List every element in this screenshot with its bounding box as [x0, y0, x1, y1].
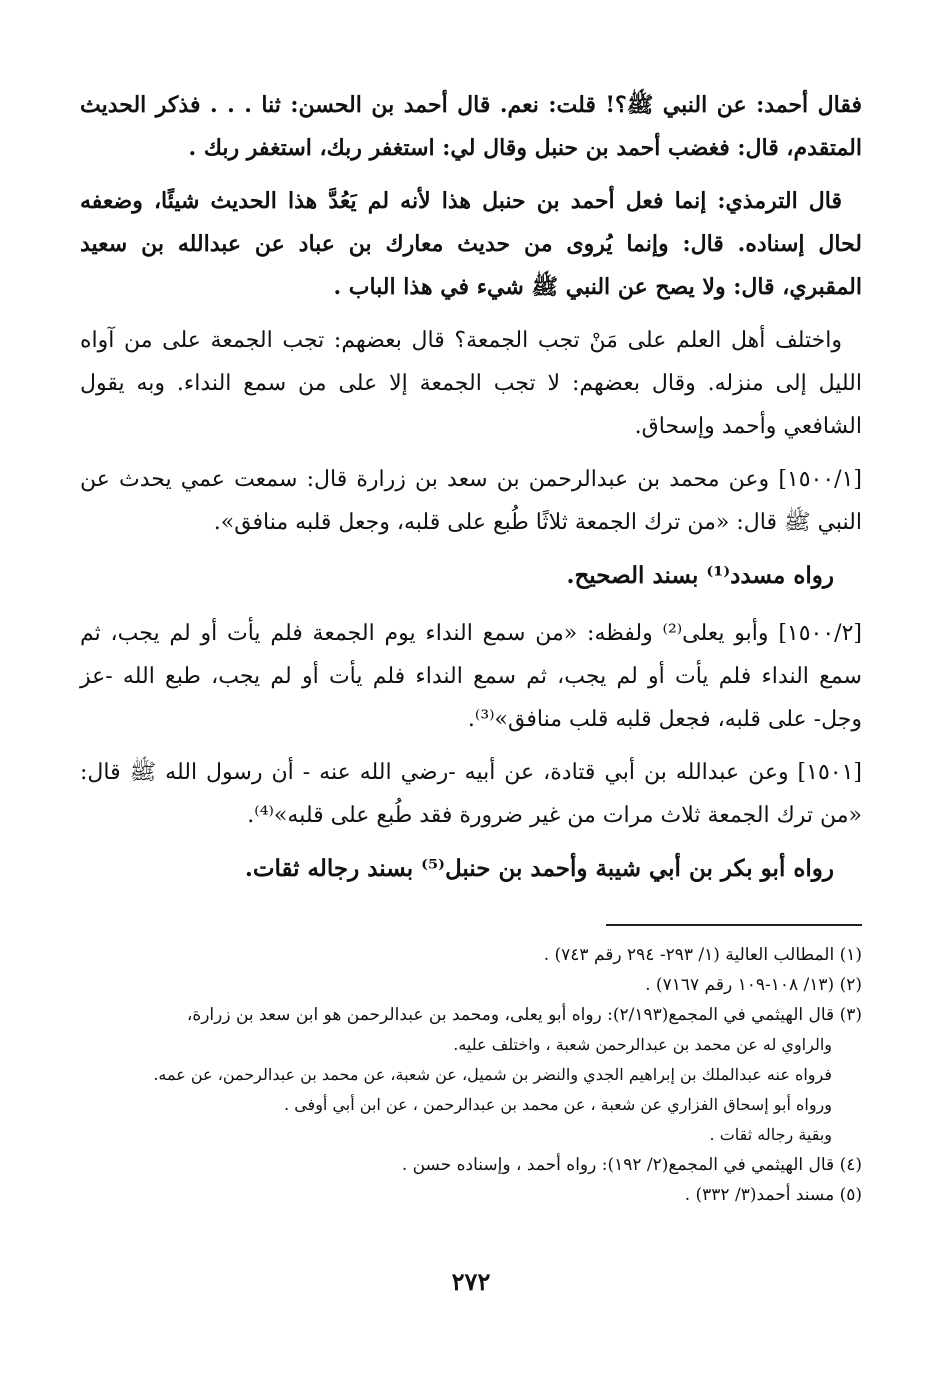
- narration-ibn-abi-shaybah: رواه أبو بكر بن أبي شيبة وأحمد بن حنبل⁽⁵⁾ بسند رجاله ثقات.: [244, 855, 834, 882]
- page-number: ٢٧٢: [451, 1267, 491, 1296]
- paragraph-tirmidhi: قال الترمذي: إنما فعل أحمد بن حنبل هذا لأنه لم يَعُدَّ هذا الحديث شيئًا، وضعفه لحال إسناده. قال: وإنما يُروى من حديث معارك بن عباد عن عبدالله بن سعيد المقبري، قال: ولا يصح عن النبي ﷺ شيء في هذا الباب .: [80, 188, 862, 300]
- footnote-4: (٤) قال الهيثمي في المجمع(٢/ ١٩٢): رواه أحمد ، وإسناده حسن .: [401, 1155, 862, 1175]
- footnote-2: (٢) (١٣/ ١٠٨-١٠٩ رقم ٧١٦٧) .: [645, 975, 862, 995]
- hadith-1501: [١٥٠١] وعن عبدالله بن أبي قتادة، عن أبيه -رضي الله عنه - أن رسول الله ﷺ قال: «من ترك الجمعة ثلاث مرات من غير ضرورة فقد طُبع على قلبه»⁽⁴⁾.: [80, 760, 862, 828]
- hadith-1500-1: [١٥٠٠/١] وعن محمد بن عبدالرحمن بن سعد بن زرارة قال: سمعت عمي يحدث عن النبي ﷺ قال: «من ترك الجمعة ثلاثًا طُبع على قلبه، وجعل قلبه منافق».: [80, 467, 862, 535]
- footnote-3-line-4: ورواه أبو إسحاق الفزاري عن شعبة ، عن محمد بن عبدالرحمن ، عن ابن أبي أوفى .: [284, 1095, 832, 1114]
- paragraph-scholars-disagreement: واختلف أهل العلم على مَنْ تجب الجمعة؟ قال بعضهم: تجب الجمعة على من آواه الليل إلى منزله. وقال بعضهم: لا تجب الجمعة إلا على من سمع النداء. وبه يقول الشافعي وأحمد وإسحاق.: [80, 328, 862, 439]
- book-page: [80, 84, 862, 1354]
- narration-musaddad: رواه مسدد⁽¹⁾ بسند الصحيح.: [566, 562, 834, 589]
- footnote-3: (٣) قال الهيثمي في المجمع(٢/١٩٣): رواه أبو يعلى، ومحمد بن عبدالرحمن هو ابن سعد بن زرارة،: [186, 1005, 862, 1025]
- footnote-divider: [606, 924, 862, 926]
- paragraph-ahmad-quote: فقال أحمد: عن النبي ﷺ؟! قلت: نعم. قال أحمد بن الحسن: ثنا . . . فذكر الحديث المتقدم، قال: فغضب أحمد بن حنبل وقال لي: استغفر ربك، استغفر ربك .: [80, 92, 862, 161]
- footnote-3-line-2: والراوي له عن محمد بن عبدالرحمن شعبة ، واختلف عليه.: [453, 1035, 832, 1054]
- footnote-5: (٥) مسند أحمد(٣/ ٣٣٢) .: [684, 1185, 862, 1205]
- footnotes: [80, 940, 862, 1210]
- hadith-1500-2: [١٥٠٠/٢] وأبو يعلى⁽²⁾ ولفظه: «من سمع النداء يوم الجمعة فلم يأت أو لم يجب، ثم سمع النداء فلم يأت أو لم يجب، ثم سمع النداء فلم يأت أو لم يجب، طبع الله -عز وجل- على قلبه، فجعل قلبه قلب منافق»⁽³⁾.: [80, 621, 862, 732]
- footnote-1: (١) المطالب العالية (١/ ٢٩٣- ٢٩٤ رقم ٧٤٣) .: [543, 945, 862, 965]
- footnote-3-line-5: وبقية رجاله ثقات .: [709, 1125, 832, 1144]
- footnote-3-line-3: فرواه عنه عبدالملك بن إبراهيم الجدي والنضر بن شميل، عن شعبة، عن محمد بن عبدالرحمن، عن عمه.: [153, 1065, 832, 1084]
